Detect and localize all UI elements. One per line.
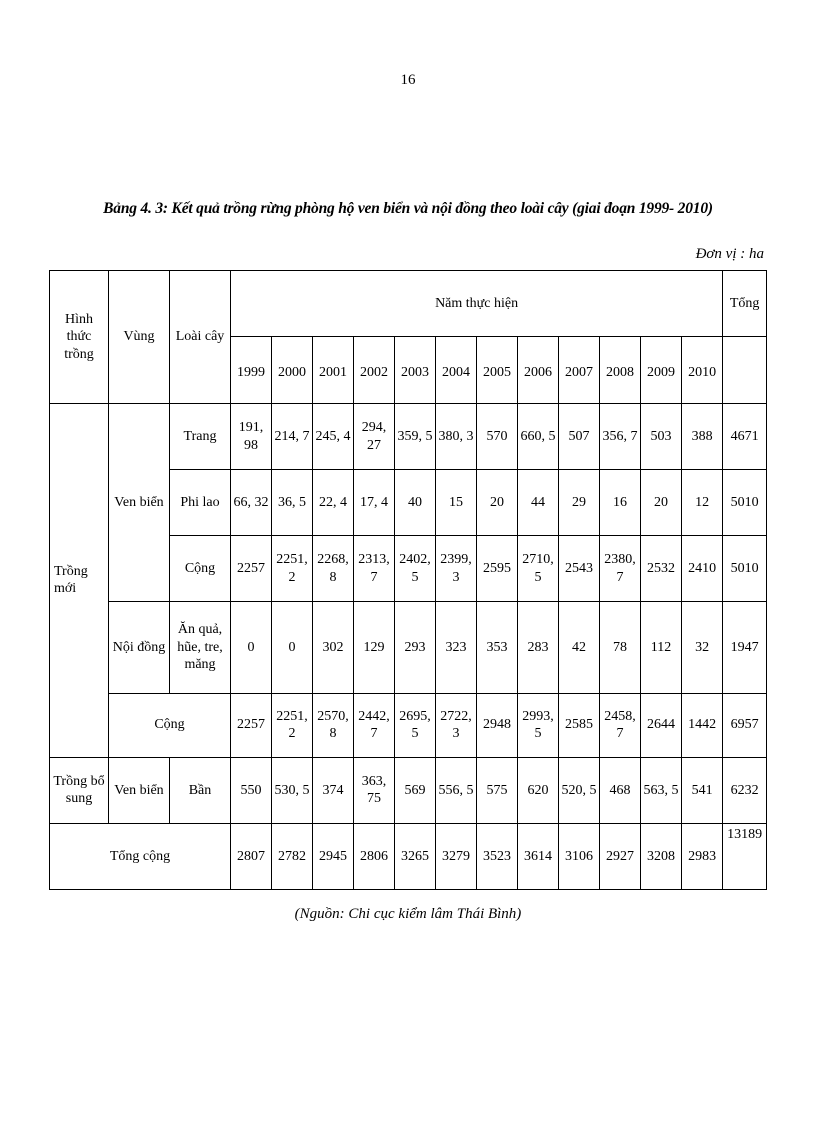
cell: 2251, 2	[272, 693, 313, 757]
group-ven-bien: Ven biển	[109, 404, 170, 602]
cell: 380, 3	[436, 404, 477, 470]
cell: 112	[641, 602, 682, 693]
cell: 2532	[641, 536, 682, 602]
cell: 2380, 7	[600, 536, 641, 602]
cell: 2722, 3	[436, 693, 477, 757]
cell: 15	[436, 470, 477, 536]
cell: 3614	[518, 823, 559, 889]
cell: 3106	[559, 823, 600, 889]
cell: 2268, 8	[313, 536, 354, 602]
header-tong: Tổng	[723, 271, 767, 337]
row-label-trang: Trang	[170, 404, 231, 470]
cell: 2458, 7	[600, 693, 641, 757]
row-label-phi-lao: Phi lao	[170, 470, 231, 536]
cell: 32	[682, 602, 723, 693]
cell: 283	[518, 602, 559, 693]
cell: 2927	[600, 823, 641, 889]
cell: 294, 27	[354, 404, 395, 470]
cell: 570	[477, 404, 518, 470]
year-header: 2010	[682, 337, 723, 404]
row-label-cong: Cộng	[170, 536, 231, 602]
cell: 356, 7	[600, 404, 641, 470]
empty-header-cell	[723, 337, 767, 404]
cell: 1442	[682, 693, 723, 757]
cell: 16	[600, 470, 641, 536]
cell: 2644	[641, 693, 682, 757]
cell: 3265	[395, 823, 436, 889]
cell: 129	[354, 602, 395, 693]
header-vung: Vùng	[109, 271, 170, 404]
source-note: (Nguồn: Chi cục kiểm lâm Thái Bình)	[294, 906, 522, 922]
cell: 323	[436, 602, 477, 693]
cell: 29	[559, 470, 600, 536]
header-loai-cay: Loài cây	[170, 271, 231, 404]
cell: 569	[395, 757, 436, 823]
cell-total: 1947	[723, 602, 767, 693]
cell: 468	[600, 757, 641, 823]
cell: 575	[477, 757, 518, 823]
cell: 2945	[313, 823, 354, 889]
cell: 302	[313, 602, 354, 693]
year-header: 2001	[313, 337, 354, 404]
cell-total: 13189	[723, 823, 767, 889]
cell: 2695, 5	[395, 693, 436, 757]
year-header: 2007	[559, 337, 600, 404]
cell: 2257	[231, 693, 272, 757]
cell: 20	[477, 470, 518, 536]
group-trong-bo-sung: Trồng bổ sung	[50, 757, 109, 823]
cell: 245, 4	[313, 404, 354, 470]
cell: 42	[559, 602, 600, 693]
group-ven-bien-2: Ven biển	[109, 757, 170, 823]
year-header: 2003	[395, 337, 436, 404]
unit-note: Đơn vị : ha	[695, 246, 764, 262]
cell: 2442, 7	[354, 693, 395, 757]
cell: 36, 5	[272, 470, 313, 536]
cell-total: 6957	[723, 693, 767, 757]
year-header: 2009	[641, 337, 682, 404]
cell: 3208	[641, 823, 682, 889]
cell: 563, 5	[641, 757, 682, 823]
row-label-tong-cong: Tổng cộng	[50, 823, 231, 889]
cell: 2313, 7	[354, 536, 395, 602]
cell: 550	[231, 757, 272, 823]
table-title: Bảng 4. 3: Kết quả trồng rừng phòng hộ ven biển và nội đồng theo loài cây (giai đoạn 1999- 2010)	[103, 200, 713, 217]
page-number: 16	[400, 72, 416, 88]
cell: 2257	[231, 536, 272, 602]
cell: 503	[641, 404, 682, 470]
cell: 2410	[682, 536, 723, 602]
cell: 541	[682, 757, 723, 823]
cell-total: 6232	[723, 757, 767, 823]
cell: 2806	[354, 823, 395, 889]
row-label-cong-trong-moi: Cộng	[109, 693, 231, 757]
cell: 2595	[477, 536, 518, 602]
year-header: 2006	[518, 337, 559, 404]
header-nam-thuc-hien: Năm thực hiện	[231, 271, 723, 337]
cell: 2710, 5	[518, 536, 559, 602]
cell: 353	[477, 602, 518, 693]
cell: 0	[231, 602, 272, 693]
cell: 0	[272, 602, 313, 693]
cell: 66, 32	[231, 470, 272, 536]
cell: 40	[395, 470, 436, 536]
cell: 2983	[682, 823, 723, 889]
cell-total: 4671	[723, 404, 767, 470]
cell: 2782	[272, 823, 313, 889]
cell: 660, 5	[518, 404, 559, 470]
cell: 22, 4	[313, 470, 354, 536]
year-header: 1999	[231, 337, 272, 404]
cell: 374	[313, 757, 354, 823]
year-header: 2002	[354, 337, 395, 404]
year-header: 2008	[600, 337, 641, 404]
cell: 214, 7	[272, 404, 313, 470]
cell: 44	[518, 470, 559, 536]
cell: 507	[559, 404, 600, 470]
cell: 3279	[436, 823, 477, 889]
cell: 78	[600, 602, 641, 693]
cell: 2585	[559, 693, 600, 757]
cell: 2570, 8	[313, 693, 354, 757]
cell: 20	[641, 470, 682, 536]
year-header: 2005	[477, 337, 518, 404]
cell: 2807	[231, 823, 272, 889]
cell: 293	[395, 602, 436, 693]
cell: 2251, 2	[272, 536, 313, 602]
cell: 2402, 5	[395, 536, 436, 602]
cell: 620	[518, 757, 559, 823]
row-label-an-qua: Ăn quả, hũe, tre, măng	[170, 602, 231, 693]
cell: 3523	[477, 823, 518, 889]
cell: 556, 5	[436, 757, 477, 823]
header-hinh-thuc: Hình thức trồng	[50, 271, 109, 404]
cell: 2948	[477, 693, 518, 757]
row-label-ban: Bần	[170, 757, 231, 823]
cell: 2399, 3	[436, 536, 477, 602]
cell: 2993, 5	[518, 693, 559, 757]
year-header: 2004	[436, 337, 477, 404]
cell: 359, 5	[395, 404, 436, 470]
cell: 530, 5	[272, 757, 313, 823]
cell: 12	[682, 470, 723, 536]
cell-total: 5010	[723, 470, 767, 536]
cell: 191, 98	[231, 404, 272, 470]
cell: 2543	[559, 536, 600, 602]
group-noi-dong: Nội đồng	[109, 602, 170, 693]
cell-total: 5010	[723, 536, 767, 602]
year-header: 2000	[272, 337, 313, 404]
cell: 363, 75	[354, 757, 395, 823]
cell: 520, 5	[559, 757, 600, 823]
group-trong-moi: Trồng mới	[50, 404, 109, 758]
cell: 388	[682, 404, 723, 470]
cell: 17, 4	[354, 470, 395, 536]
data-table	[49, 270, 767, 890]
